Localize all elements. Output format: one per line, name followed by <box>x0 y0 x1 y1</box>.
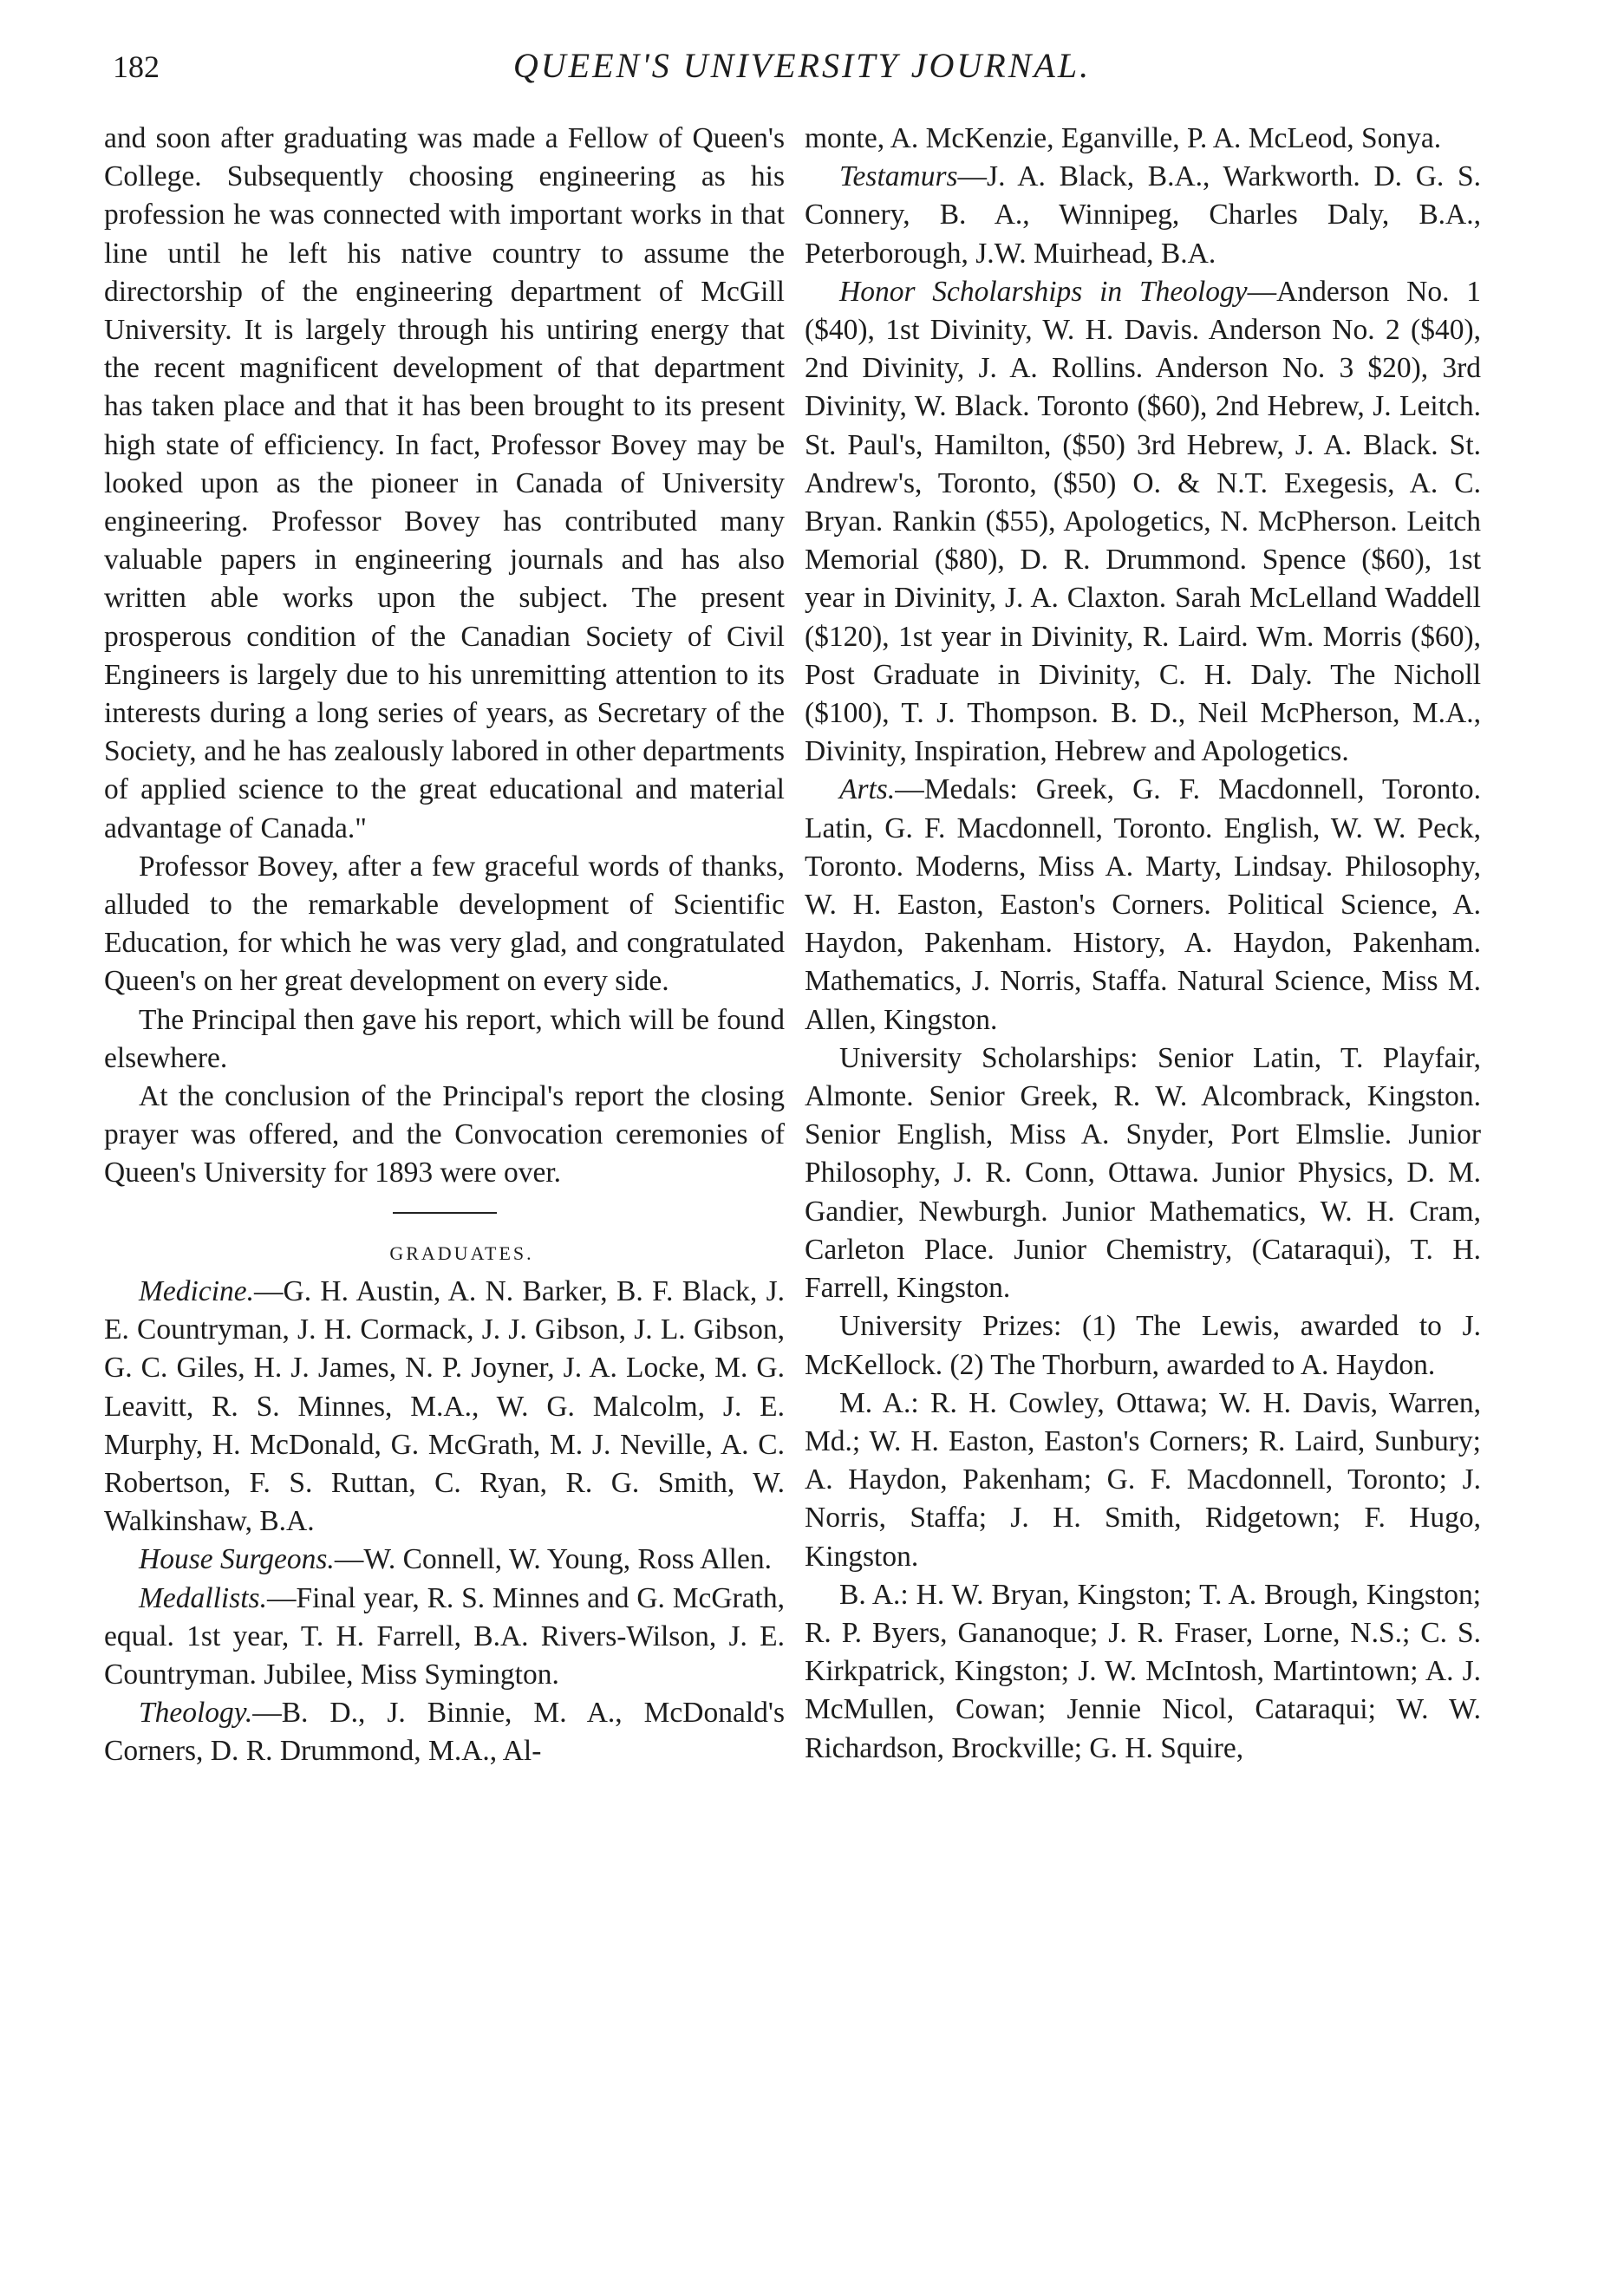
journal-title: QUEEN'S UNIVERSITY JOURNAL. <box>512 46 1092 85</box>
section-divider <box>393 1212 497 1214</box>
theology-text: —B. D., J. Binnie, M. A., McDonald's Corners, D. R. Drummond, M.A., Al- <box>104 1697 785 1768</box>
honor-scholarships-text: —Anderson No. 1 ($40), 1st Divinity, W. H. Davis. Anderson No. 2 ($40), 2nd Divinity, J. A. Rollins. Anderson No. 3 $20), 3rd Divinity, W. Black. Toronto ($60), 2nd Hebrew, J. Leitch. St. Paul's, Hamilton, ($50) 3rd Hebrew, J. A. Black. St. Andrew's, Toronto, ($50) O. & N.T. Exegesis, A. C. Bryan. Rankin ($55), Apologetics, N. McPherson. Leitch Memorial ($80), D. R. Drummond. Spence ($60), 1st year in Divinity, J. A. Claxton. Sarah McLelland Waddell ($120), 1st year in Divinity, R. Laird. Wm. Morris ($60), Post Graduate in Divinity, C. H. Daly. The Nicholl ($100), T. J. Thompson. B. D., Neil McPherson, M.A., Divinity, Inspiration, Hebrew and Apologetics. <box>805 275 1481 768</box>
medicine-entry <box>104 1273 785 1541</box>
page-number: 182 <box>113 49 160 84</box>
testamurs-text: —J. A. Black, B.A., Warkworth. D. G. S. Connery, B. A., Winnipeg, Charles Daly, B.A., Peterborough, J.W. Muirhead, B.A. <box>805 160 1481 270</box>
honor-scholarships-lead: Honor Scholarships in Theology <box>839 275 1248 308</box>
arts-text: —Medals: Greek, G. F. Macdonnell, Toronto. Latin, G. F. Macdonnell, Toronto. English, W. W. Peck, Toronto. Moderns, Miss A. Marty, Lindsay. Philosophy, W. H. Easton, Easton's Corners. Political Science, A. Haydon, Pakenham. History, A. Haydon, Pakenham. Mathematics, J. Norris, Staffa. Natural Science, Miss M. Allen, Kingston. <box>805 773 1481 1036</box>
testamurs-entry <box>805 158 1481 273</box>
university-prizes-entry: University Prizes: (1) The Lewis, awarded to J. McKellock. (2) The Thorburn, awarded to A. Haydon. <box>805 1310 1481 1381</box>
paragraph-bovey-tribute: and soon after graduating was made a Fellow of Queen's College. Subsequently choosing engineering as his profession he was connected with important works in that line until he left his native country to assume the directorship of the engineering department of McGill University. It is largely through his untiring energy that the recent magnificent development of that department has taken place and that it has been brought to its present high state of efficiency. In fact, Professor Bovey may be looked upon as the pioneer in Canada of University engineering. Professor Bovey has contributed many valuable papers in engineering journals and has also written able works upon the subject. The present prosperous condition of the Canadian Society of Civil Engineers is largely due to his unremitting attention to its interests during a long series of years, as Secretary of the Society, and he has zealously labored in other departments of applied science to the great educational and material advantage of Canada." <box>104 122 785 844</box>
medicine-text: —G. H. Austin, A. N. Barker, B. F. Black, J. E. Countryman, J. H. Cormack, J. J. Gibson, J. L. Gibson, G. C. Giles, H. J. James, N. P. Joyner, J. A. Locke, M. G. Leavitt, R. S. Minnes, M.A., W. G. Malcolm, J. E. Murphy, H. McDonald, G. McGrath, M. J. Neville, A. C. Robertson, F. S. Ruttan, C. Ryan, R. G. Smith, W. Walkinshaw, B.A. <box>104 1274 785 1538</box>
theology-continuation: monte, A. McKenzie, Eganville, P. A. McLeod, Sonya. <box>805 122 1442 154</box>
paragraph-bovey-reply: Professor Bovey, after a few graceful words of thanks, alluded to the remarkable development of Scientific Education, for which he was very glad, and congratulated Queen's on her great development on every side. <box>104 850 785 998</box>
paragraph-closing: At the conclusion of the Principal's report the closing prayer was offered, and the Convocation ceremonies of Queen's University for 1893 were over. <box>104 1080 785 1189</box>
left-column <box>104 120 785 1771</box>
medallists-entry <box>104 1580 785 1695</box>
arts-lead: Arts. <box>839 773 896 806</box>
paragraph-principal-report: The Principal then gave his report, which will be found elsewhere. <box>104 1003 785 1074</box>
medallists-text: —Final year, R. S. Minnes and G. McGrath, equal. 1st year, T. H. Farrell, B.A. Rivers-Wilson, J. E. Countryman. Jubilee, Miss Symington. <box>104 1581 785 1691</box>
theology-entry <box>104 1694 785 1770</box>
house-surgeons-lead: House Surgeons. <box>139 1543 335 1576</box>
theology-lead: Theology. <box>139 1697 253 1730</box>
right-column <box>805 120 1481 1768</box>
testamurs-lead: Testamurs <box>839 160 958 193</box>
medicine-lead: Medicine. <box>139 1274 255 1307</box>
graduates-heading: GRADUATES. <box>389 1241 534 1264</box>
house-surgeons-text: —W. Connell, W. Young, Ross Allen. <box>334 1543 772 1576</box>
ba-entry: B. A.: H. W. Bryan, Kingston; T. A. Brough, Kingston; R. P. Byers, Gananoque; J. R. Fraser, Lorne, N.S.; C. S. Kirkpatrick, Kingston; J. W. McIntosh, Martintown; A. J. McMullen, Cowan; Jennie Nicol, Cataraqui; W. W. Richardson, Brockville; G. H. Squire, <box>805 1578 1481 1764</box>
page-header <box>113 45 1491 97</box>
house-surgeons-entry <box>104 1541 785 1579</box>
arts-entry <box>805 771 1481 1039</box>
honor-scholarships-entry <box>805 273 1481 772</box>
ma-entry: M. A.: R. H. Cowley, Ottawa; W. H. Davis, Warren, Md.; W. H. Easton, Easton's Corners; R. Laird, Sunbury; A. Haydon, Pakenham; G. F. Macdonnell, Toronto; J. Norris, Staffa; J. H. Smith, Ridgetown; F. Hugo, Kingston. <box>805 1386 1481 1573</box>
university-scholarships-entry: University Scholarships: Senior Latin, T. Playfair, Almonte. Senior Greek, R. W. Alcombrack, Kingston. Senior English, Miss A. Snyder, Port Elmslie. Junior Philosophy, J. R. Conn, Ottawa. Junior Physics, D. M. Gandier, Newburgh. Junior Mathematics, W. H. Cram, Carleton Place. Junior Chemistry, (Cataraqui), T. H. Farrell, Kingston. <box>805 1041 1481 1305</box>
medallists-lead: Medallists. <box>139 1581 267 1614</box>
